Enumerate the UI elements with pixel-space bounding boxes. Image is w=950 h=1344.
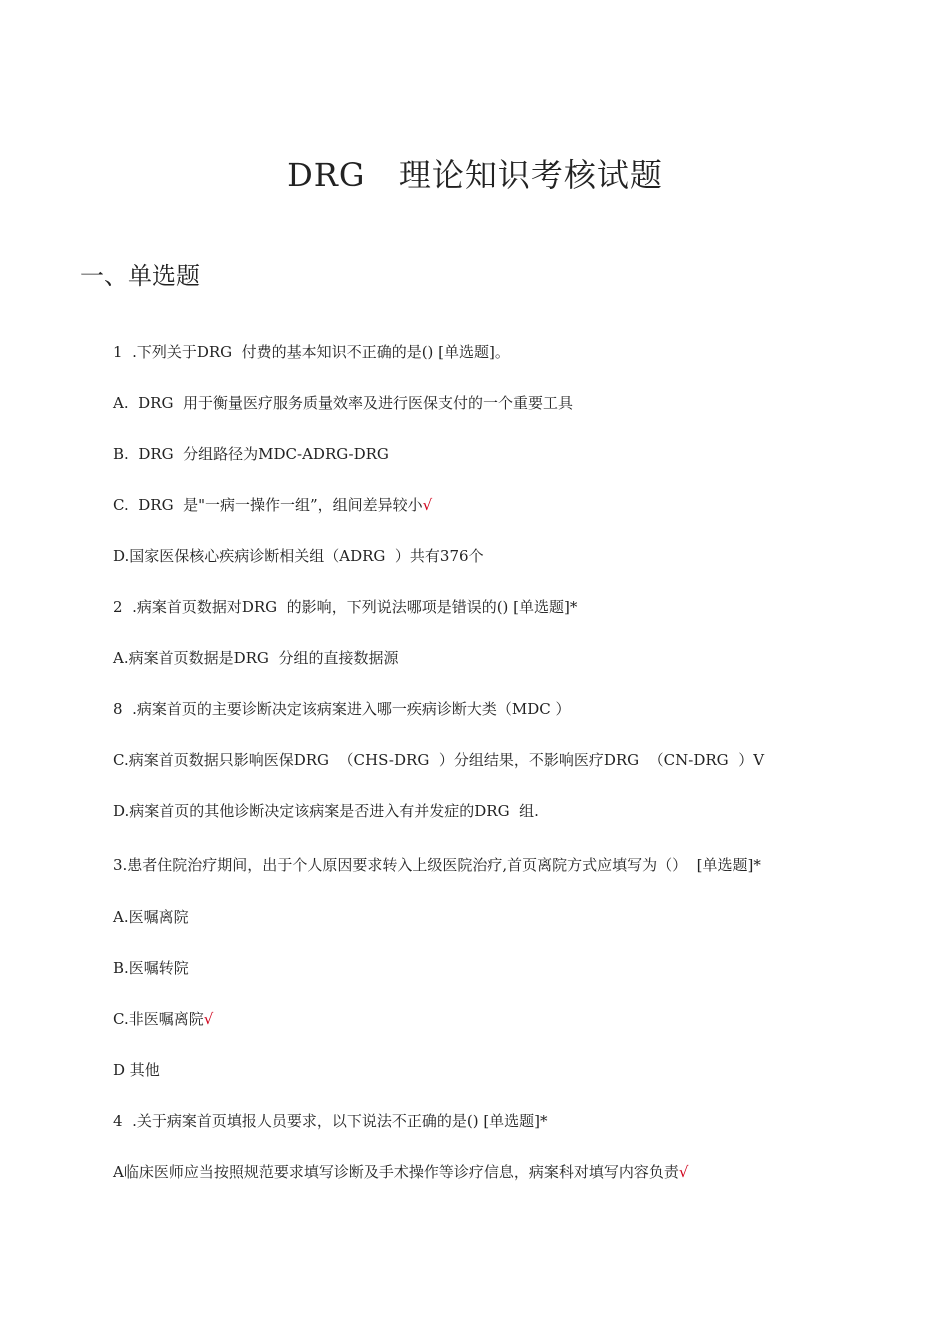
- option-1d: D.国家医保核心疾病诊断相关组（ADRG ）共有376个: [113, 547, 484, 565]
- option-2b: 8 .病案首页的主要诊断决定该病案进入哪一疾病诊断大类（MDC ）: [113, 700, 571, 718]
- option-2d: D.病案首页的其他诊断决定该病案是否进入有并发症的DRG 组.: [113, 802, 539, 820]
- option-3a: A.医嘱离院: [113, 908, 189, 926]
- question-4: 4 .关于病案首页填报人员要求，以下说法不正确的是() [单选题]*: [113, 1112, 548, 1130]
- section-heading: 一、单选题: [80, 262, 200, 290]
- option-1a: A. DRG 用于衡量医疗服务质量效率及进行医保支付的一个重要工具: [113, 394, 573, 412]
- option-3b: B.医嘱转院: [113, 959, 189, 977]
- question-1: 1 .下列关于DRG 付费的基本知识不正确的是() [单选题]。: [113, 343, 510, 361]
- option-2a: A.病案首页数据是DRG 分组的直接数据源: [113, 649, 399, 667]
- check-mark: √: [203, 1010, 214, 1028]
- check-mark: √: [678, 1163, 689, 1181]
- option-3c: C.非医嘱离院√: [113, 1010, 214, 1028]
- check-mark: √: [422, 496, 433, 514]
- question-3: 3.患者住院治疗期间，出于个人原因要求转入上级医院治疗,首页离院方式应填写为（） [单选题]*: [113, 856, 761, 874]
- option-3d: D 其他: [113, 1061, 160, 1079]
- page-title: DRG 理论知识考核试题: [287, 156, 663, 194]
- option-1c: C. DRG 是"一病一操作一组”，组间差异较小√: [113, 496, 433, 514]
- option-1b: B. DRG 分组路径为MDC-ADRG-DRG: [113, 445, 389, 463]
- question-2: 2 .病案首页数据对DRG 的影响，下列说法哪项是错误的() [单选题]*: [113, 598, 578, 616]
- option-2c: C.病案首页数据只影响医保DRG （CHS-DRG ）分组结果，不影响医疗DRG （CN-DRG ）V: [113, 751, 765, 769]
- option-4a: A临床医师应当按照规范要求填写诊断及手术操作等诊疗信息，病案科对填写内容负责√: [113, 1163, 689, 1181]
